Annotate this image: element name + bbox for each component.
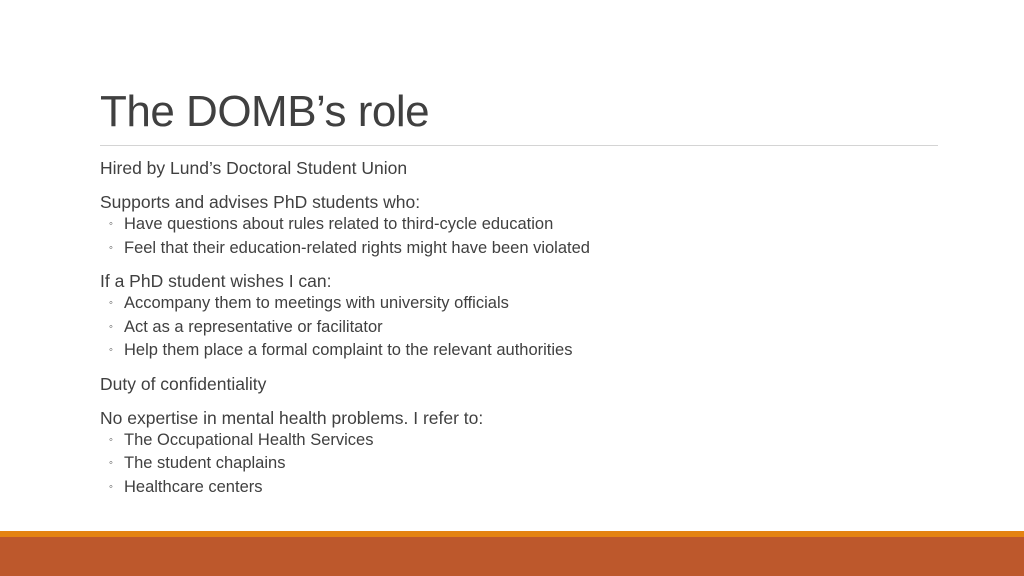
sub-bullet-item — [100, 213, 940, 237]
sub-bullet-item — [100, 429, 940, 453]
sub-bullet-list — [100, 429, 940, 500]
title-divider — [100, 145, 938, 146]
sub-bullet-text: The Occupational Health Services — [124, 430, 374, 449]
hollow-circle-bullet-icon: ◦ — [109, 480, 113, 493]
sub-bullet-text: Act as a representative or facilitator — [124, 317, 383, 336]
bullet-point: Hired by Lund’s Doctoral Student Union — [100, 158, 408, 178]
sub-bullet-item — [100, 339, 940, 363]
sub-bullet-text: Help them place a formal complaint to the relevant authorities — [124, 341, 573, 359]
hollow-circle-bullet-icon: ◦ — [109, 241, 113, 254]
sub-bullet-item — [100, 316, 940, 340]
sub-bullet-item — [100, 292, 940, 316]
bullet-point: Duty of confidentiality — [100, 373, 267, 394]
footer-band — [0, 537, 1024, 576]
sub-bullet-item — [100, 452, 940, 476]
sub-bullet-item — [100, 476, 940, 500]
sub-bullet-list — [100, 292, 940, 363]
slide-body — [100, 156, 940, 508]
hollow-circle-bullet-icon: ◦ — [109, 297, 113, 309]
hollow-circle-bullet-icon: ◦ — [109, 344, 113, 356]
bullet-group — [100, 406, 940, 500]
bullet-point: No expertise in mental health problems. I refer to: — [100, 407, 484, 428]
hollow-circle-bullet-icon: ◦ — [109, 218, 113, 230]
sub-bullet-item — [100, 237, 940, 261]
bullet-point: Supports and advises PhD students who: — [100, 192, 421, 212]
sub-bullet-text: Healthcare centers — [124, 477, 263, 496]
slide-title: The DOMB’s role — [100, 87, 430, 136]
sub-bullet-text: Feel that their education-related rights might have been violated — [124, 238, 590, 257]
bullet-group — [100, 372, 940, 397]
hollow-circle-bullet-icon: ◦ — [109, 320, 113, 333]
sub-bullet-text: Have questions about rules related to third-cycle education — [124, 215, 554, 233]
hollow-circle-bullet-icon: ◦ — [109, 457, 113, 469]
bullet-group — [100, 190, 940, 260]
sub-bullet-text: The student chaplains — [124, 454, 286, 472]
hollow-circle-bullet-icon: ◦ — [109, 433, 113, 446]
bullet-group — [100, 269, 940, 363]
sub-bullet-text: Accompany them to meetings with university officials — [124, 294, 509, 312]
sub-bullet-list — [100, 213, 940, 260]
bullet-point: If a PhD student wishes I can: — [100, 271, 332, 291]
bullet-group — [100, 156, 940, 181]
